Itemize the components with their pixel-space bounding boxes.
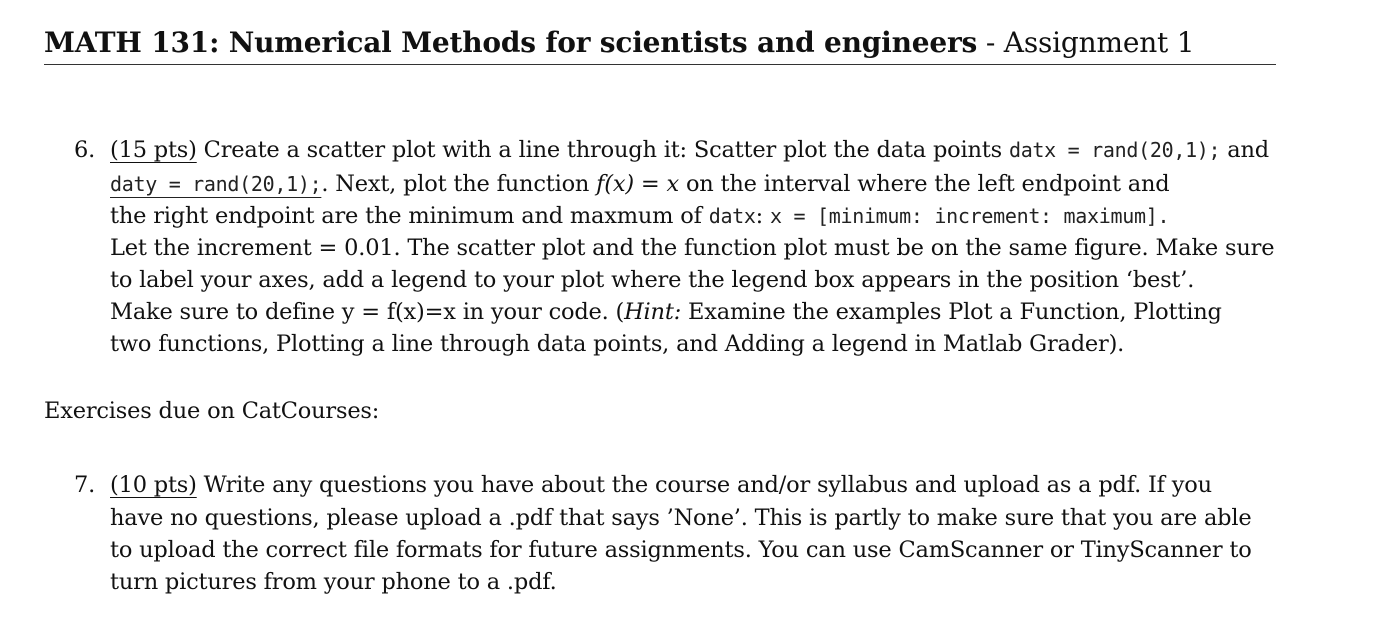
text-span: Examine the examples Plot a Function, Plotting [681, 299, 1222, 325]
problem-7-line-1 [110, 469, 1212, 501]
hint-label: Hint: [624, 299, 682, 325]
problem-6-line-1 [110, 134, 1269, 166]
header-separator: - [977, 26, 1004, 59]
text-span: . Next, plot the function [321, 171, 597, 197]
code-daty: daty = rand(20,1); [110, 172, 322, 196]
problem-6-line-6 [110, 296, 1222, 328]
problem-6-line-2 [110, 168, 1170, 200]
text-span: the right endpoint are the minimum and maxmum of [110, 203, 709, 229]
math-function: f(x) = x [596, 171, 679, 197]
text-span: and [1220, 137, 1269, 163]
code-datx-ref: datx [708, 204, 756, 228]
problem-7-line-2: have no questions, please upload a .pdf that says ’None’. This is partly to make sure that you are able [110, 505, 1252, 531]
section-title: Exercises due on CatCourses: [44, 398, 380, 424]
problem-7 [74, 469, 1342, 599]
problem-6-line-7: two functions, Plotting a line through data points, and Adding a legend in Matlab Grader). [110, 331, 1125, 357]
page-header [44, 26, 1276, 65]
course-title: MATH 131: Numerical Methods for scientists and engineers [44, 26, 978, 59]
assignment-title: Assignment 1 [1003, 26, 1195, 59]
problem-6-line-3 [110, 200, 1169, 232]
points-label: (15 pts) [110, 137, 197, 163]
problem-6-line-4: Let the increment = 0.01. The scatter plot and the function plot must be on the same figure. Make sure [110, 235, 1275, 261]
problem-6-line-5: to label your axes, add a legend to your plot where the legend box appears in the position ‘best’. [110, 267, 1195, 293]
text-span: on the interval where the left endpoint and [679, 171, 1170, 197]
problem-7-line-3: to upload the correct file formats for future assignments. You can use CamScanner or TinyScanner to [110, 537, 1252, 563]
text-span: Write any questions you have about the course and/or syllabus and upload as a pdf. If you [196, 472, 1212, 498]
code-datx: datx = rand(20,1); [1008, 138, 1221, 162]
problem-number: 6. [74, 137, 96, 163]
points-label: (10 pts) [110, 472, 197, 498]
code-interval: x = [minimum: increment: maximum]. [770, 204, 1170, 228]
problem-7-line-4: turn pictures from your phone to a .pdf. [110, 569, 557, 595]
text-span: Make sure to define y = f(x)=x in your code. ( [110, 299, 625, 325]
text-span: Create a scatter plot with a line through it: Scatter plot the data points [196, 137, 1009, 163]
text-span: : [755, 203, 771, 229]
problem-6 [74, 134, 1342, 364]
problem-number: 7. [74, 472, 96, 498]
